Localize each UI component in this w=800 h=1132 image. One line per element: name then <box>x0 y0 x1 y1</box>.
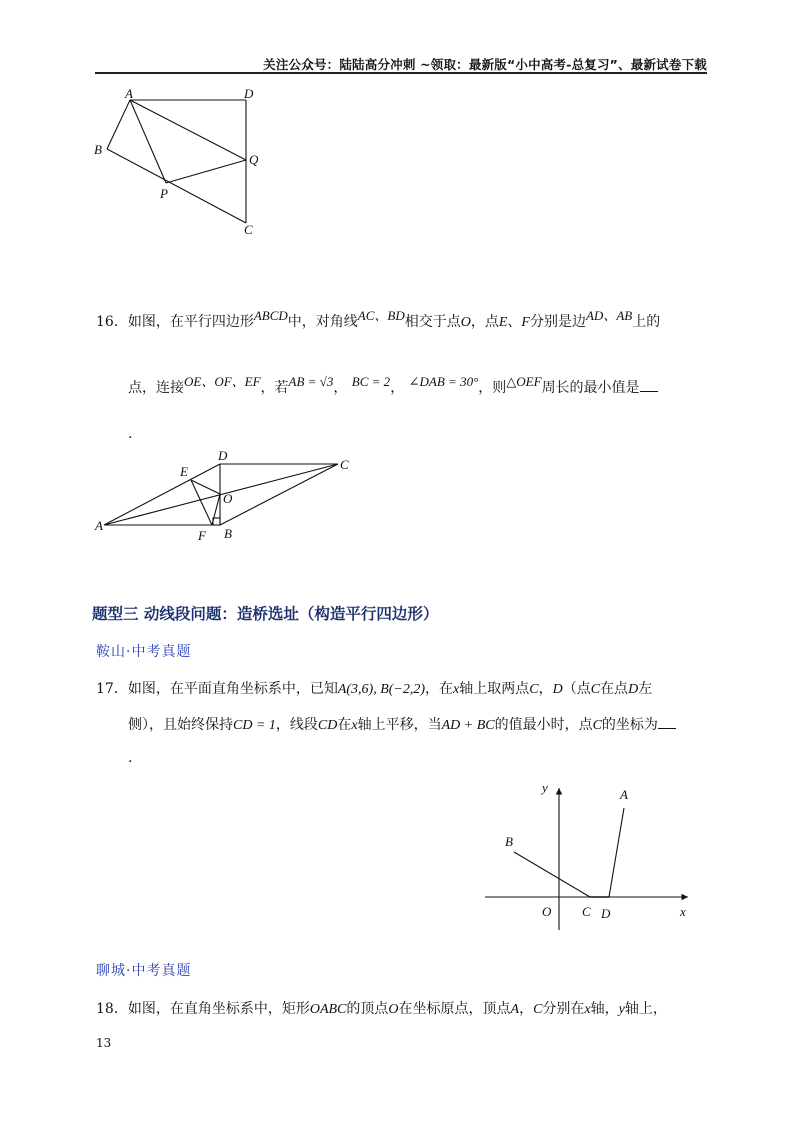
label-b: B <box>224 526 232 541</box>
segment-ef <box>191 480 212 525</box>
answer-blank-16 <box>640 379 658 392</box>
segment-ad <box>104 464 220 525</box>
segment-oe <box>191 480 220 494</box>
page-number: 13 <box>96 1036 112 1050</box>
label-x: x <box>680 904 686 919</box>
label-c: C <box>244 222 253 237</box>
label-b: B <box>94 142 102 157</box>
q17-line3: . <box>128 750 133 766</box>
label-d: D <box>218 448 228 463</box>
segment-bc <box>514 852 590 897</box>
label-o: O <box>223 491 233 506</box>
label-a: A <box>620 787 628 802</box>
label-c: C <box>340 457 349 472</box>
source-tag-18: 聊城·中考真题 <box>96 963 192 979</box>
label-d: D <box>601 906 611 921</box>
figure-15 <box>85 82 285 242</box>
header-rule <box>95 72 707 74</box>
label-d: D <box>244 86 254 101</box>
q16-line2: 点，连接OE、OF、EF，若AB = √3， BC = 2， ∠DAB = 30°，则△OEF周长的最小值是 <box>128 378 658 398</box>
label-c: C <box>582 904 591 919</box>
q17-line1: 17．如图，在平面直角坐标系中，已知A(3,6), B(−2,2)，在x轴上取两点C，D（点C在点D左 <box>96 681 653 697</box>
q16-line1: 16．如图，在平行四边形ABCD中，对角线AC、BD相交于点O，点E、F分别是边AD、AB上的 <box>96 308 661 330</box>
segment-bc <box>107 149 246 223</box>
segment-ab <box>107 100 130 149</box>
q18-line1: 18．如图，在直角坐标系中，矩形OABC的顶点O在坐标原点，顶点A，C分别在x轴，y轴上， <box>96 1001 667 1017</box>
segment-ad <box>609 808 624 897</box>
q16-line3: . <box>128 426 133 442</box>
answer-blank-17 <box>658 716 676 729</box>
page-header: 关注公众号：陆陆高分冲刺 ~领取：最新版“小中高考-总复习”、最新试卷下载 <box>263 57 707 72</box>
section-title: 题型三 动线段问题：造桥选址（构造平行四边形） <box>92 605 439 623</box>
source-tag-17: 鞍山·中考真题 <box>96 644 192 660</box>
label-e: E <box>180 464 188 479</box>
label-p: P <box>160 186 168 201</box>
segment-aq <box>130 100 246 160</box>
figure-17 <box>480 775 695 935</box>
label-y: y <box>542 780 548 795</box>
label-q: Q <box>249 152 259 167</box>
segment-ac <box>104 464 338 525</box>
label-o: O <box>542 904 552 919</box>
label-f: F <box>198 528 206 543</box>
segment-bc <box>220 464 338 525</box>
label-a: A <box>125 86 133 101</box>
q17-line2: 侧），且始终保持CD = 1，线段CD在x轴上平移，当AD + BC的值最小时，点C的坐标为 <box>128 715 676 736</box>
label-a: A <box>95 518 103 533</box>
figure-16 <box>92 445 362 545</box>
label-b: B <box>505 834 513 849</box>
segment-pq <box>166 160 246 183</box>
